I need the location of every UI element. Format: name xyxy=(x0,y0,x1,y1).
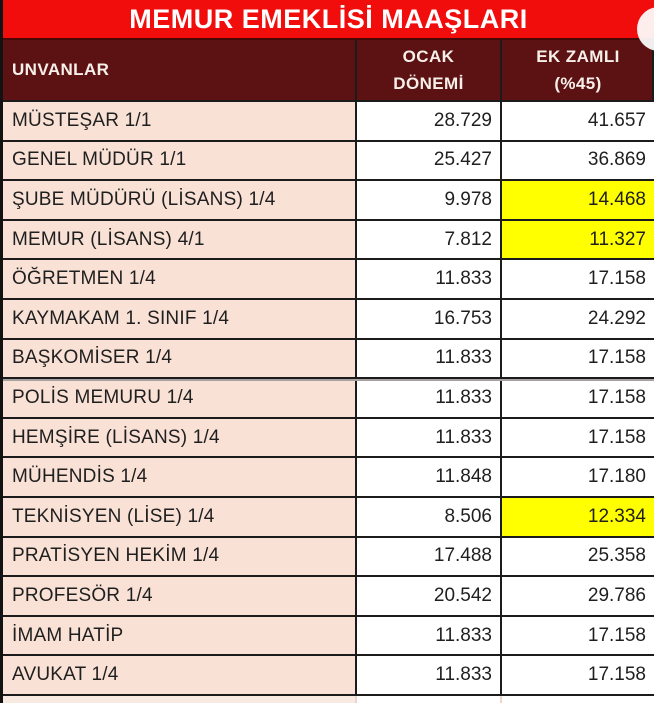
ek-zamli-value-cell: 12.334 xyxy=(500,498,654,536)
unvan-cell: MÜHENDİS 1/4 xyxy=(3,458,355,496)
ocak-value-cell: 11.833 xyxy=(355,260,500,298)
table-row xyxy=(3,260,654,300)
ocak-value-cell: 20.542 xyxy=(355,577,500,615)
ek-zamli-value-cell: 41.657 xyxy=(500,102,654,140)
ocak-value-cell: 28.729 xyxy=(355,102,500,140)
ocak-value-cell: 25.427 xyxy=(355,142,500,180)
unvan-cell: TEKNİSYEN (LİSE) 1/4 xyxy=(3,498,355,536)
unvan-cell: MÜSTEŞAR 1/1 xyxy=(3,102,355,140)
table-row xyxy=(3,221,654,261)
table-row xyxy=(3,102,654,142)
table-row xyxy=(3,340,654,380)
unvan-cell: KAYMAKAM 1. SINIF 1/4 xyxy=(3,300,355,338)
table-row xyxy=(3,538,654,578)
unvan-cell: ÖĞRETMEN 1/4 xyxy=(3,260,355,298)
unvan-cell: MEMUR (LİSANS) 4/1 xyxy=(3,221,355,259)
ek-zamli-value-cell: 17.158 xyxy=(500,617,654,655)
ocak-value-cell: 8.506 xyxy=(355,498,500,536)
header-cell-unvanlar: UNVANLAR xyxy=(12,60,110,79)
ocak-value-cell: 16.753 xyxy=(355,300,500,338)
ocak-value-cell: 11.848 xyxy=(355,458,500,496)
ek-zamli-value-cell: 14.468 xyxy=(500,181,654,219)
page-title: MEMUR EMEKLİSİ MAAŞLARI xyxy=(3,0,654,40)
ek-zamli-value-cell: 17.158 xyxy=(500,379,654,417)
header-cell-ek-zamli xyxy=(500,40,654,100)
ocak-value-cell: 11.833 xyxy=(355,419,500,457)
ek-zamli-value-cell: 17.180 xyxy=(500,458,654,496)
ek-zamli-value-cell: 25.358 xyxy=(500,538,654,576)
table-row xyxy=(3,577,654,617)
table-row xyxy=(3,419,654,459)
header-cell-ocak-donemi xyxy=(355,40,500,100)
ek-zamli-value-cell: 36.869 xyxy=(500,142,654,180)
ocak-value-cell: 17.488 xyxy=(355,538,500,576)
ocak-value-cell: 11.833 xyxy=(355,656,500,694)
ocak-value-cell: 11.833 xyxy=(355,617,500,655)
cropped-ocak-cell xyxy=(355,696,500,703)
unvan-cell: POLİS MEMURU 1/4 xyxy=(3,379,355,417)
ocak-value-cell: 11.833 xyxy=(355,379,500,417)
ek-zamli-value-cell: 29.786 xyxy=(500,577,654,615)
cropped-ek-cell xyxy=(500,696,654,703)
ocak-value-cell: 11.833 xyxy=(355,340,500,378)
ek-zamli-value-cell: 11.327 xyxy=(500,221,654,259)
unvan-cell: HEMŞİRE (LİSANS) 1/4 xyxy=(3,419,355,457)
cropped-next-row xyxy=(3,696,654,703)
ek-zamli-value-cell: 24.292 xyxy=(500,300,654,338)
table-row xyxy=(3,656,654,696)
table-row xyxy=(3,498,654,538)
ek-zamli-value-cell: 17.158 xyxy=(500,260,654,298)
table-rows xyxy=(3,102,654,696)
table-row xyxy=(3,300,654,340)
unvan-cell: BAŞKOMİSER 1/4 xyxy=(3,340,355,378)
table-row xyxy=(3,617,654,657)
table-row xyxy=(3,181,654,221)
ocak-value-cell: 9.978 xyxy=(355,181,500,219)
header-label-ocak-donemi: OCAK DÖNEMİ xyxy=(393,46,464,93)
ocak-value-cell: 7.812 xyxy=(355,221,500,259)
cropped-label-cell xyxy=(3,696,355,703)
unvan-cell: PRATİSYEN HEKİM 1/4 xyxy=(3,538,355,576)
table-header-row xyxy=(3,40,654,102)
unvan-cell: AVUKAT 1/4 xyxy=(3,656,355,694)
unvan-cell: GENEL MÜDÜR 1/1 xyxy=(3,142,355,180)
ek-zamli-value-cell: 17.158 xyxy=(500,656,654,694)
unvan-cell: İMAM HATİP xyxy=(3,617,355,655)
table-row xyxy=(3,379,654,419)
unvan-cell: PROFESÖR 1/4 xyxy=(3,577,355,615)
unvan-cell: ŞUBE MÜDÜRÜ (LİSANS) 1/4 xyxy=(3,181,355,219)
table-row xyxy=(3,458,654,498)
header-label-ek-zamli: EK ZAMLI (%45) xyxy=(536,46,620,93)
ek-zamli-value-cell: 17.158 xyxy=(500,419,654,457)
table-row xyxy=(3,142,654,182)
ek-zamli-value-cell: 17.158 xyxy=(500,340,654,378)
